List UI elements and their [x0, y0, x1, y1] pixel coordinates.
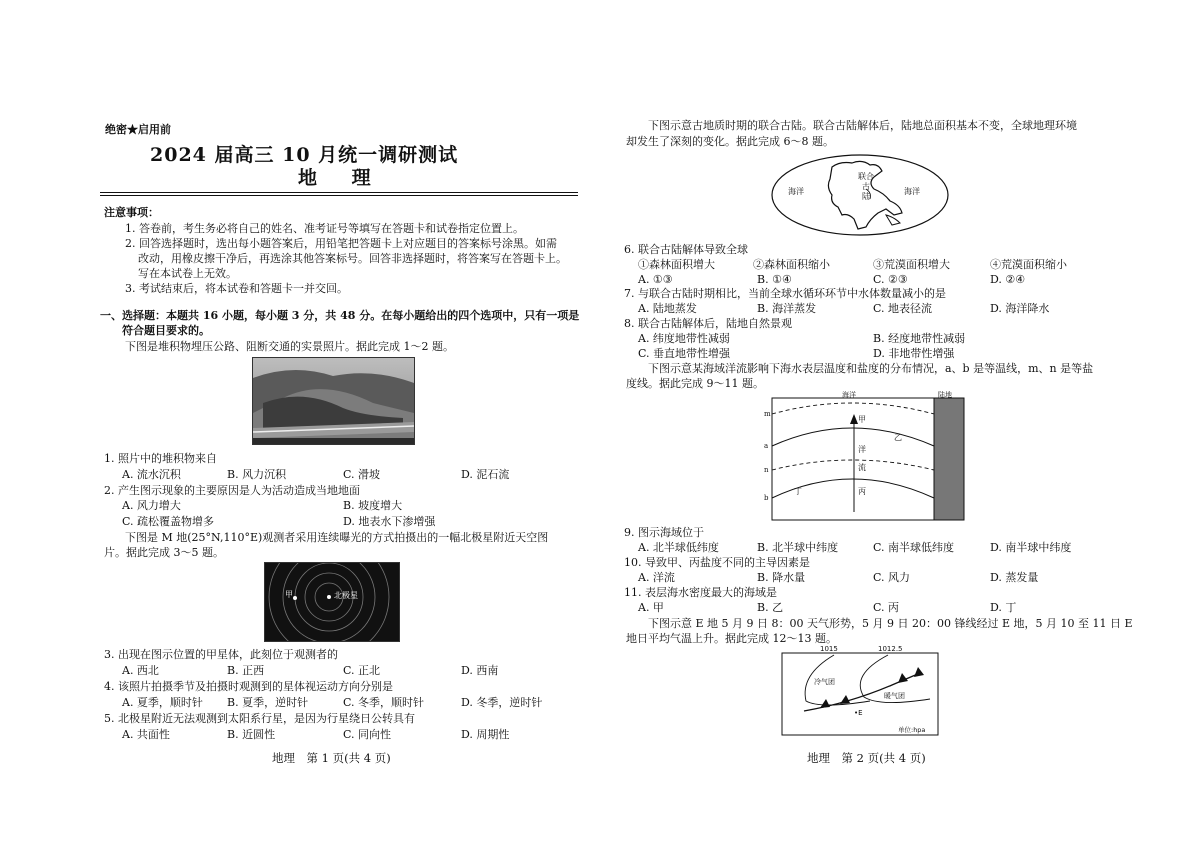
intro-1-2: 下图是堆积物埋压公路、阻断交通的实景照片。据此完成 1～2 题。 [125, 340, 454, 353]
intro-6-8: 下图示意古地质时期的联合古陆。联合古陆解体后，陆地总面积基本不变，全球地理环境 [648, 119, 1077, 132]
section-heading-2: 符合题目要求的。 [122, 324, 210, 337]
weather-map-image [780, 645, 940, 737]
q7-option-a[interactable]: A. 陆地蒸发 [638, 302, 697, 315]
q10-option-a[interactable]: A. 洋流 [638, 571, 675, 584]
unit-label: 单位:hpa [898, 726, 926, 734]
note-2-cont: 改动，用橡皮擦干净后，再选涂其他答案标号。回答非选择题时，将答案写在答题卡上。 [138, 252, 567, 265]
q5-stem: 5. 北极星附近无法观测到太阳系行星，是因为行星绕日公转具有 [104, 712, 415, 725]
warm-air-label: 暖气团 [884, 692, 905, 700]
q10-option-c[interactable]: C. 风力 [873, 571, 911, 584]
q2-option-d[interactable]: D. 地表水下渗增强 [343, 515, 436, 528]
pangaea-land-label-3: 陆 [862, 192, 870, 201]
q10-stem: 10. 导致甲、丙盐度不同的主导因素是 [624, 556, 810, 569]
polaris-label: 北极星 [334, 591, 358, 600]
star-trail-photo [264, 562, 400, 642]
current-diagram [762, 390, 972, 524]
ocean-label: 海洋 [842, 391, 856, 399]
weather-map [780, 645, 940, 737]
current-diagram-image [762, 390, 972, 524]
current-label-yang: 洋 [858, 445, 866, 454]
q5-option-b[interactable]: B. 近圆性 [227, 728, 276, 741]
q9-option-d[interactable]: D. 南半球中纬度 [990, 541, 1072, 554]
q4-option-c[interactable]: C. 冬季，顺时针 [343, 696, 425, 709]
q2-stem: 2. 产生图示现象的主要原因是人为活动造成当地地面 [104, 484, 360, 497]
q1-option-d[interactable]: D. 泥石流 [461, 468, 510, 481]
q3-option-d[interactable]: D. 西南 [461, 664, 499, 677]
q6-item-1: ①森林面积增大 [638, 258, 715, 271]
q10-option-d[interactable]: D. 蒸发量 [990, 571, 1039, 584]
q6-item-3: ③荒漠面积增大 [873, 258, 950, 271]
q8-option-a[interactable]: A. 纬度地带性减弱 [638, 332, 730, 345]
q8-stem: 8. 联合古陆解体后，陆地自然景观 [624, 317, 792, 330]
star-trail-image [265, 563, 399, 641]
q6-item-2: ②森林面积缩小 [753, 258, 830, 271]
point-e-label: •E [854, 709, 863, 717]
intro-12-13: 下图示意 E 地 5 月 9 日 8：00 天气形势，5 月 9 日 20：00 锋线经过 E 地，5 月 10 至 11 日 E [648, 617, 1133, 630]
q3-option-b[interactable]: B. 正西 [227, 664, 265, 677]
q5-option-d[interactable]: D. 周期性 [461, 728, 510, 741]
q6-option-c[interactable]: C. ②③ [873, 273, 908, 286]
exam-title: 2024 届高三 10 月统一调研测试 [150, 144, 459, 166]
isobar-1015: 1015 [820, 645, 838, 653]
line-b-label: b [764, 494, 769, 502]
q2-option-c[interactable]: C. 疏松覆盖物增多 [122, 515, 215, 528]
header-rule [100, 192, 578, 193]
q2-option-b[interactable]: B. 坡度增大 [343, 499, 403, 512]
q1-stem: 1. 照片中的堆积物来自 [104, 452, 217, 465]
note-1: 1. 答卷前，考生务必将自己的姓名、准考证号等填写在答题卡和试卷指定位置上。 [125, 222, 524, 235]
intro-6-8-cont: 却发生了深刻的变化。据此完成 6～8 题。 [626, 135, 834, 148]
point-jia: 甲 [858, 415, 866, 424]
intro-9-11-cont: 度线。据此完成 9～11 题。 [626, 377, 764, 390]
q8-option-c[interactable]: C. 垂直地带性增强 [638, 347, 731, 360]
q3-option-c[interactable]: C. 正北 [343, 664, 381, 677]
q9-option-b[interactable]: B. 北半球中纬度 [757, 541, 839, 554]
q5-option-a[interactable]: A. 共面性 [122, 728, 170, 741]
q11-option-c[interactable]: C. 丙 [873, 601, 900, 614]
q1-option-b[interactable]: B. 风力沉积 [227, 468, 287, 481]
q7-option-c[interactable]: C. 地表径流 [873, 302, 933, 315]
q6-stem: 6. 联合古陆解体导致全球 [624, 243, 748, 256]
q11-stem: 11. 表层海水密度最大的海域是 [624, 586, 777, 599]
q7-stem: 7. 与联合古陆时期相比，当前全球水循环环节中水体数量减小的是 [624, 287, 946, 300]
secret-label: 绝密★启用前 [105, 123, 171, 136]
q4-stem: 4. 该照片拍摄季节及拍摄时观测到的星体视运动方向分别是 [104, 680, 393, 693]
q1-option-a[interactable]: A. 流水沉积 [122, 468, 181, 481]
q6-item-4: ④荒漠面积缩小 [990, 258, 1067, 271]
notes-heading: 注意事项： [104, 206, 159, 219]
subject-title: 地 理 [298, 167, 385, 189]
intro-9-11: 下图示意某海域洋流影响下海水表层温度和盐度的分布情况，a、b 是等温线，m、n 是等盐 [648, 362, 1094, 375]
q1-option-c[interactable]: C. 滑坡 [343, 468, 381, 481]
debris-photo-image [253, 358, 414, 444]
q5-option-c[interactable]: C. 同向性 [343, 728, 392, 741]
q3-stem: 3. 出现在图示位置的甲星体，此刻位于观测者的 [104, 648, 338, 661]
point-ding: 丁 [794, 487, 802, 496]
q7-option-b[interactable]: B. 海洋蒸发 [757, 302, 817, 315]
q9-option-a[interactable]: A. 北半球低纬度 [638, 541, 719, 554]
page-right [600, 0, 1200, 849]
q8-option-b[interactable]: B. 经度地带性减弱 [873, 332, 966, 345]
pangaea-ocean-right: 海洋 [904, 187, 920, 196]
point-yi: 乙 [894, 433, 902, 442]
pangaea-ocean-left: 海洋 [788, 187, 804, 196]
intro-12-13-cont: 地日平均气温上升。据此完成 12～13 题。 [626, 632, 837, 645]
q11-option-a[interactable]: A. 甲 [638, 601, 664, 614]
current-label-liu: 流 [858, 463, 866, 472]
debris-photo [252, 357, 415, 445]
q10-option-b[interactable]: B. 降水量 [757, 571, 806, 584]
land-label: 陆地 [938, 391, 952, 399]
point-bing: 丙 [858, 487, 866, 496]
section-heading: 一、选择题：本题共 16 小题，每小题 3 分，共 48 分。在每小题给出的四个选项中，只有一项是 [100, 309, 580, 322]
cold-air-label: 冷气团 [814, 678, 835, 686]
q4-option-b[interactable]: B. 夏季，逆时针 [227, 696, 309, 709]
q9-option-c[interactable]: C. 南半球低纬度 [873, 541, 955, 554]
q11-option-d[interactable]: D. 丁 [990, 601, 1017, 614]
pangaea-map [770, 153, 950, 237]
note-3: 3. 考试结束后，将本试卷和答题卡一并交回。 [125, 282, 348, 295]
note-2-cont2: 写在本试卷上无效。 [138, 267, 237, 280]
q6-option-d[interactable]: D. ②④ [990, 273, 1026, 286]
intro-3-5-cont: 片。据此完成 3～5 题。 [104, 546, 224, 559]
q4-option-d[interactable]: D. 冬季，逆时针 [461, 696, 543, 709]
pangaea-land-label-1: 联合 [858, 172, 874, 181]
line-m-label: m [764, 410, 771, 418]
q8-option-d[interactable]: D. 非地带性增强 [873, 347, 955, 360]
line-a-label: a [764, 442, 769, 450]
page-footer-left: 地理 第 1 页(共 4 页) [272, 751, 391, 765]
isobar-1012: 1012.5 [878, 645, 903, 653]
note-2: 2. 回答选择题时，选出每小题答案后，用铅笔把答题卡上对应题目的答案标号涂黑。如需 [125, 237, 557, 250]
intro-3-5: 下图是 M 地(25°N,110°E)观测者采用连续曝光的方式拍摄出的一幅北极星附近天空图 [125, 531, 549, 544]
header-rule-2 [100, 195, 578, 196]
q3-option-a[interactable]: A. 西北 [122, 664, 159, 677]
q7-option-d[interactable]: D. 海洋降水 [990, 302, 1050, 315]
q6-option-a[interactable]: A. ①③ [638, 273, 673, 286]
q9-stem: 9. 图示海域位于 [624, 526, 704, 539]
q11-option-b[interactable]: B. 乙 [757, 601, 784, 614]
line-n-label: n [764, 466, 769, 474]
q6-option-b[interactable]: B. ①④ [757, 273, 792, 286]
q2-option-a[interactable]: A. 风力增大 [122, 499, 181, 512]
page-footer-right: 地理 第 2 页(共 4 页) [807, 751, 926, 765]
star-jia-label: 甲 [285, 590, 293, 599]
q4-option-a[interactable]: A. 夏季，顺时针 [122, 696, 203, 709]
pangaea-land-label-2: 古 [862, 182, 870, 191]
